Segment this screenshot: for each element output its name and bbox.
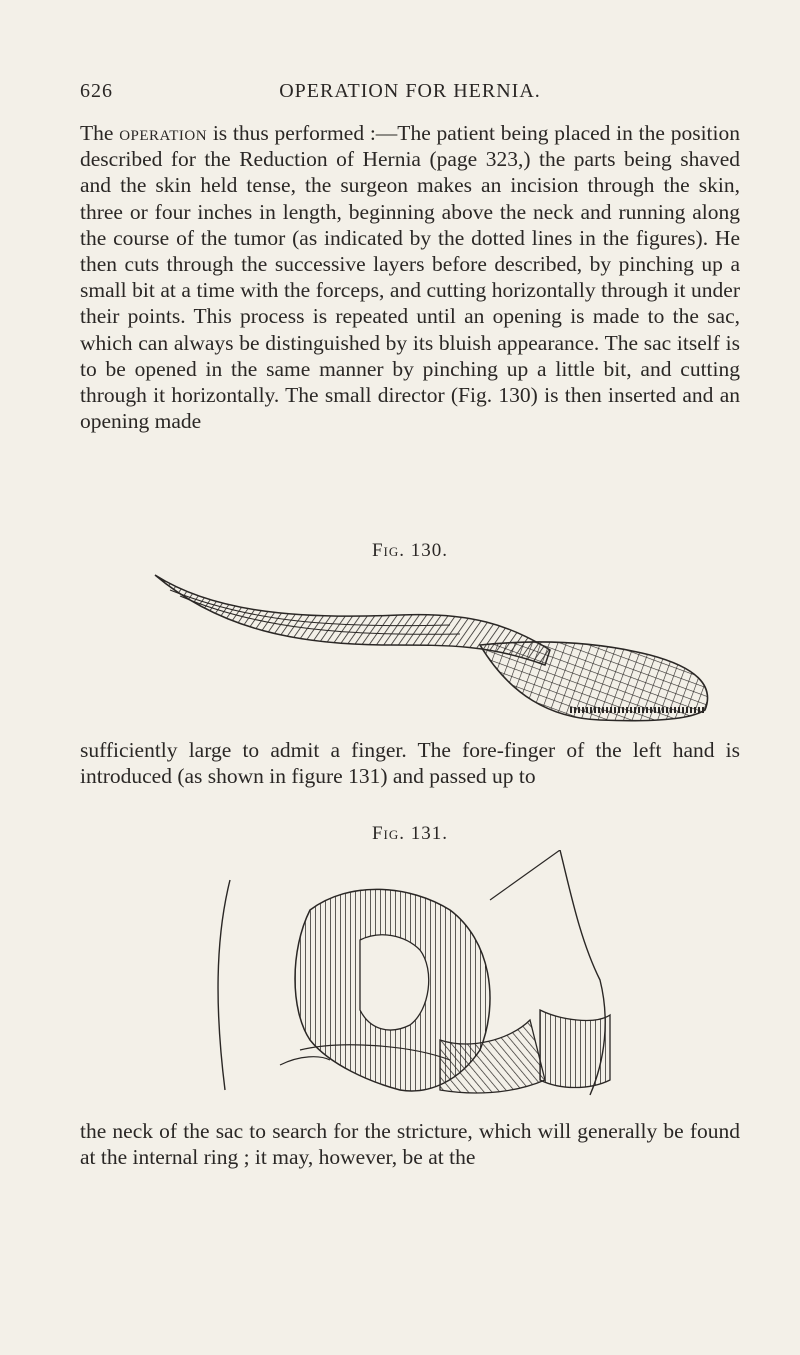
- paragraph-3: the neck of the sac to search for the stricture, which will generally be found at the internal ring ; it may, however, be at the: [80, 1119, 740, 1170]
- figure-130-caption: Fig. 130.: [371, 540, 449, 561]
- figure-131-caption: Fig. 131.: [371, 823, 449, 844]
- grooved-director-illustration: [150, 570, 720, 725]
- paragraph-1: [80, 120, 740, 434]
- paragraph-1-text: is thus performed :—The patient being placed in the position described for the Reduction of Hernia (page 323,) the parts being shaved and the skin held tense, the surgeon makes an incision through the skin, three or four inches in length, beginning above the neck and running along the course of the tumor (as indicated by the dotted lines in the figures). He then cuts through the successive layers before described, by pinching up a small bit at a time with the forceps, and cutting horizontally through it under their points. This process is repeated until an opening is made to the sac, which can always be distinguished by its bluish appearance. The sac itself is to be opened in the same manner by pinching up a little bit, and cutting through it horizontally. The small director (Fig. 130) is then inserted and an opening made: [80, 121, 740, 434]
- running-header: [80, 80, 740, 110]
- finger-in-sac-illustration: [210, 850, 630, 1100]
- lead-word: The: [80, 121, 120, 145]
- running-title: OPERATION FOR HERNIA.: [279, 80, 541, 102]
- paragraph-2: sufficiently large to admit a finger. The fore-finger of the left hand is introduced (as shown in figure 131) and passed up to: [80, 738, 740, 789]
- lead-smallcaps: operation: [119, 121, 208, 145]
- page-number: 626: [80, 80, 113, 102]
